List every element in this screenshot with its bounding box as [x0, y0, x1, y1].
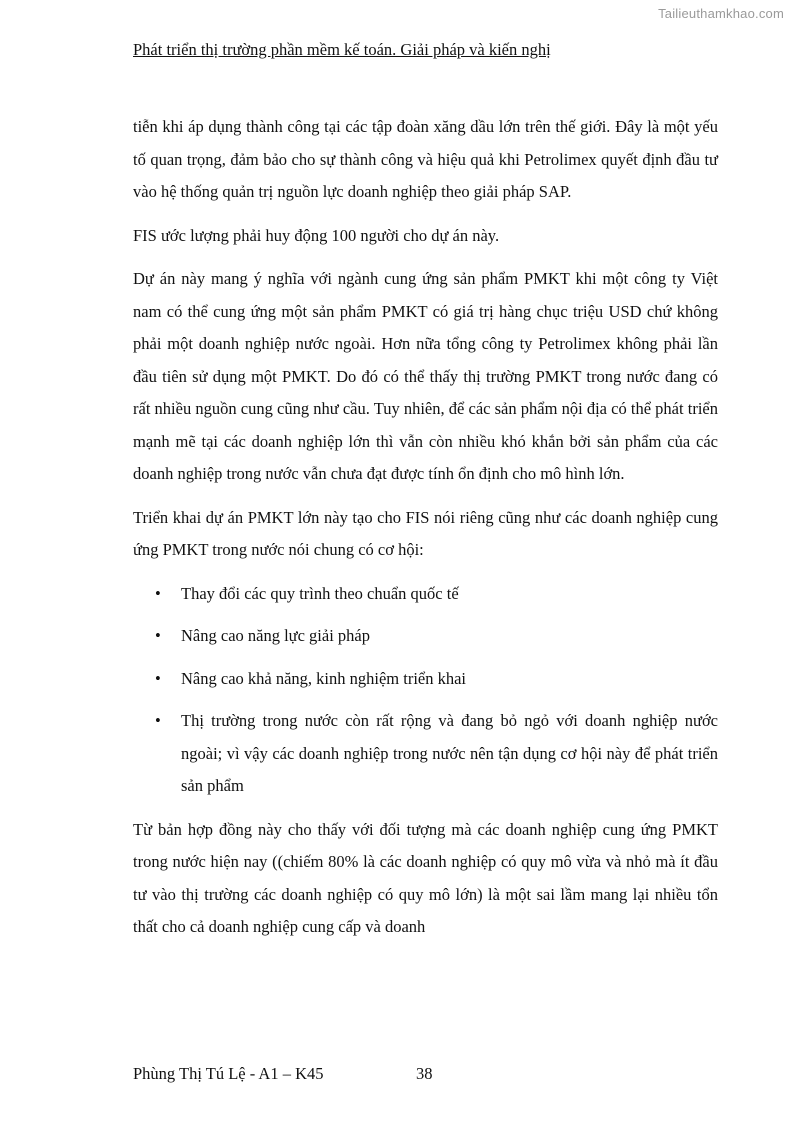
footer-author: Phùng Thị Tú Lệ - A1 – K45 — [133, 1064, 324, 1083]
list-item — [133, 705, 718, 803]
list-item — [133, 663, 718, 696]
paragraph: FIS ước lượng phải huy động 100 người cho dự án này. — [133, 225, 500, 245]
page-footer — [133, 1064, 433, 1084]
list-item-text: Thay đổi các quy trình theo chuẩn quốc tế — [181, 583, 459, 603]
list-item — [133, 578, 718, 611]
list-item-text: Nâng cao năng lực giải pháp — [181, 626, 371, 645]
list-item-text: Thị trường trong nước còn rất rộng và đang bỏ ngỏ với doanh nghiệp nước ngoài; vì vậy các doanh nghiệp trong nước nên tận dụng cơ hội này để phát triển sản phẩm — [181, 711, 718, 795]
paragraph: tiễn khi áp dụng thành công tại các tập đoàn xăng dầu lớn trên thế giới. Đây là một yếu tố quan trọng, đảm bảo cho sự thành công và hiệu quả khi Petrolimex quyết định đầu tư vào hệ thống quản trị nguồn lực doanh nghiệp theo giải pháp SAP. — [133, 117, 718, 201]
watermark: Tailieuthamkhao.com — [658, 6, 784, 21]
bullet-icon: • — [155, 668, 161, 688]
bullet-icon: • — [155, 711, 161, 730]
paragraph: Dự án này mang ý nghĩa với ngành cung ứng sản phẩm PMKT khi một công ty Việt nam có thể cung ứng một sản phẩm PMKT có giá trị hàng chục triệu USD chứ không phải một doanh nghiệp nước ngoài. Hơn nữa tổng công ty Petrolimex không phải lần đầu tiên sử dụng một PMKT. Do đó có thể thấy thị trường PMKT trong nước đang có rất nhiều nguồn cung cũng như cầu. Tuy nhiên, để các sản phẩm nội địa có thể phát triển mạnh mẽ tại các doanh nghiệp lớn thì vẫn còn nhiều khó khắn bởi sản phẩm của các doanh nghiệp trong nước vẫn chưa đạt được tính ổn định cho mô hình lớn. — [133, 269, 718, 483]
list-item-text: Nâng cao khả năng, kinh nghiệm triển khai — [181, 668, 467, 688]
page-number: 38 — [416, 1064, 433, 1083]
paragraph: Triển khai dự án PMKT lớn này tạo cho FIS nói riêng cũng như các doanh nghiệp cung ứng PMKT trong nước nói chung có cơ hội: — [133, 507, 718, 559]
paragraph: Từ bản hợp đồng này cho thấy với đối tượng mà các doanh nghiệp cung ứng PMKT trong nước hiện nay ((chiếm 80% là các doanh nghiệp có quy mô vừa và nhỏ mà ít đầu tư vào thị trường các doanh nghiệp có quy mô lớn) là một sai lầm mang lại nhiều tổn thất cho cả doanh nghiệp cung cấp và doanh — [133, 819, 718, 936]
list-item — [133, 620, 718, 653]
bullet-icon: • — [155, 626, 161, 645]
bullet-icon: • — [155, 583, 161, 603]
document-body — [133, 111, 718, 944]
bullet-list — [133, 578, 718, 803]
page-header-title: Phát triển thị trường phần mềm kế toán. Giải pháp và kiến nghị — [133, 40, 551, 59]
